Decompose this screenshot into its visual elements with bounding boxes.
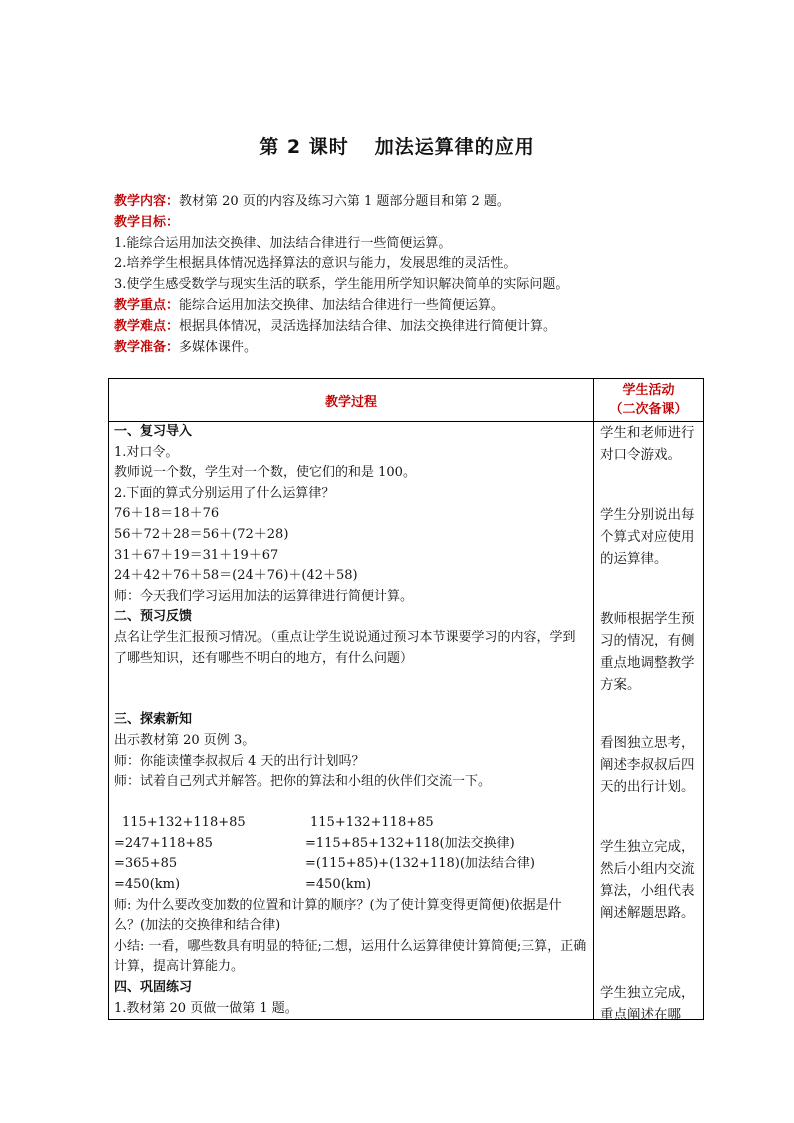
info-objective-3: 3.使学生感受数学与现实生活的联系，学生能用所学知识解决简单的实际问题。 [114,277,569,293]
lesson-info [114,192,714,358]
section-practice: 四、巩固练习 [114,980,193,996]
activity-note: 看图独立思考，阐述李叔叔后四天的出行计划。 [600,735,695,795]
info-difficulty: 教学难点：根据具体情况，灵活选择加法结合律、加法交换律进行简便计算。 [114,318,557,334]
info-objective-2: 2.培养学生根据具体情况选择算法的意识与能力，发展思维的灵活性。 [114,256,517,272]
process-paragraph: 点名让学生汇报预习情况。（重点让学生说说通过预习本节课要学习的内容，学到了哪些知识，还有哪些不明白的地方，有什么问题） [114,629,576,666]
table-body-row [109,422,704,1020]
calc-row: =450(km) =450(km) [114,877,372,893]
activity-note: 教师根据学生预习的情况，有侧重点地调整教学方案。 [600,611,695,693]
info-objectives: 教学目标： [114,214,180,230]
section-explore: 三、探索新知 [114,712,193,728]
info-objective-1: 1.能综合运用加法交换律、加法结合律进行一些简便运算。 [114,235,452,251]
calc-row: 115+132+118+85 115+132+118+85 [122,815,434,831]
header-process: 教学过程 [109,379,594,422]
process-line: 师：今天我们学习运用加法的运算律进行简便计算。 [114,588,414,604]
section-review: 一、复习导入 [114,424,193,439]
process-line: 1.教材第 20 页做一做第 1 题。 [114,1000,298,1016]
calc-row: =247+118+85 =115+85+132+118(加法交换律) [114,835,515,851]
activity-note: 学生独立完成，重点阐述在哪 [600,985,695,1023]
process-cell [109,422,594,1020]
equation: 31＋67＋19＝31＋19＋67 [114,547,279,563]
info-preparation: 教学准备：多媒体课件。 [114,339,258,355]
section-preview: 二、预习反馈 [114,609,193,625]
table-header-row [109,379,704,422]
process-paragraph: 师: 为什么要改变加数的位置和计算的顺序？(为了使计算变得更简便)依据是什么？(加法的交换律和结合律) [114,897,562,934]
lesson-table [108,378,704,1023]
equation: 56＋72＋28＝56＋(72＋28) [114,526,289,542]
page-title [0,132,794,159]
lesson-number: 第 2 课时 [259,136,349,158]
process-line: 出示教材第 20 页例 3。 [114,732,256,748]
lesson-topic: 加法运算律的应用 [374,136,535,158]
equation: 76＋18＝18＋76 [114,506,220,522]
process-line: 师：试着自己列式并解答。把你的算法和小组的伙伴们交流一下。 [114,774,492,790]
activity-note: 学生和老师进行对口令游戏。 [600,425,695,463]
process-line: 教师说一个数，学生对一个数，使它们的和是 100。 [114,465,416,481]
activity-note: 学生独立完成，然后小组内交流算法，小组代表阐述解题思路。 [600,839,695,921]
activity-cell [594,422,704,1023]
info-key-point: 教学重点：能综合运用加法交换律、加法结合律进行一些简便运算。 [114,297,505,313]
process-paragraph: 小结: 一看，哪些数具有明显的特征;二想，运用什么运算律使计算简便;三算，正确计算，提高计算能力。 [114,938,587,975]
equation: 24＋42＋76＋58＝(24＋76)＋(42＋58) [114,568,358,584]
activity-note: 学生分别说出每个算式对应使用的运算律。 [600,507,695,567]
process-line: 2.下面的算式分别运用了什么运算律？ [114,485,335,501]
process-line: 1.对口令。 [114,444,179,460]
calc-row: =365+85 =(115+85)+(132+118)(加法结合律) [114,856,535,872]
info-content: 教学内容：教材第 20 页的内容及练习六第 1 题部分题目和第 2 题。 [114,194,510,209]
header-activity: 学生活动 （二次备课） [594,379,704,422]
process-line: 师：你能读懂李叔叔后 4 天的出行计划吗？ [114,753,365,769]
